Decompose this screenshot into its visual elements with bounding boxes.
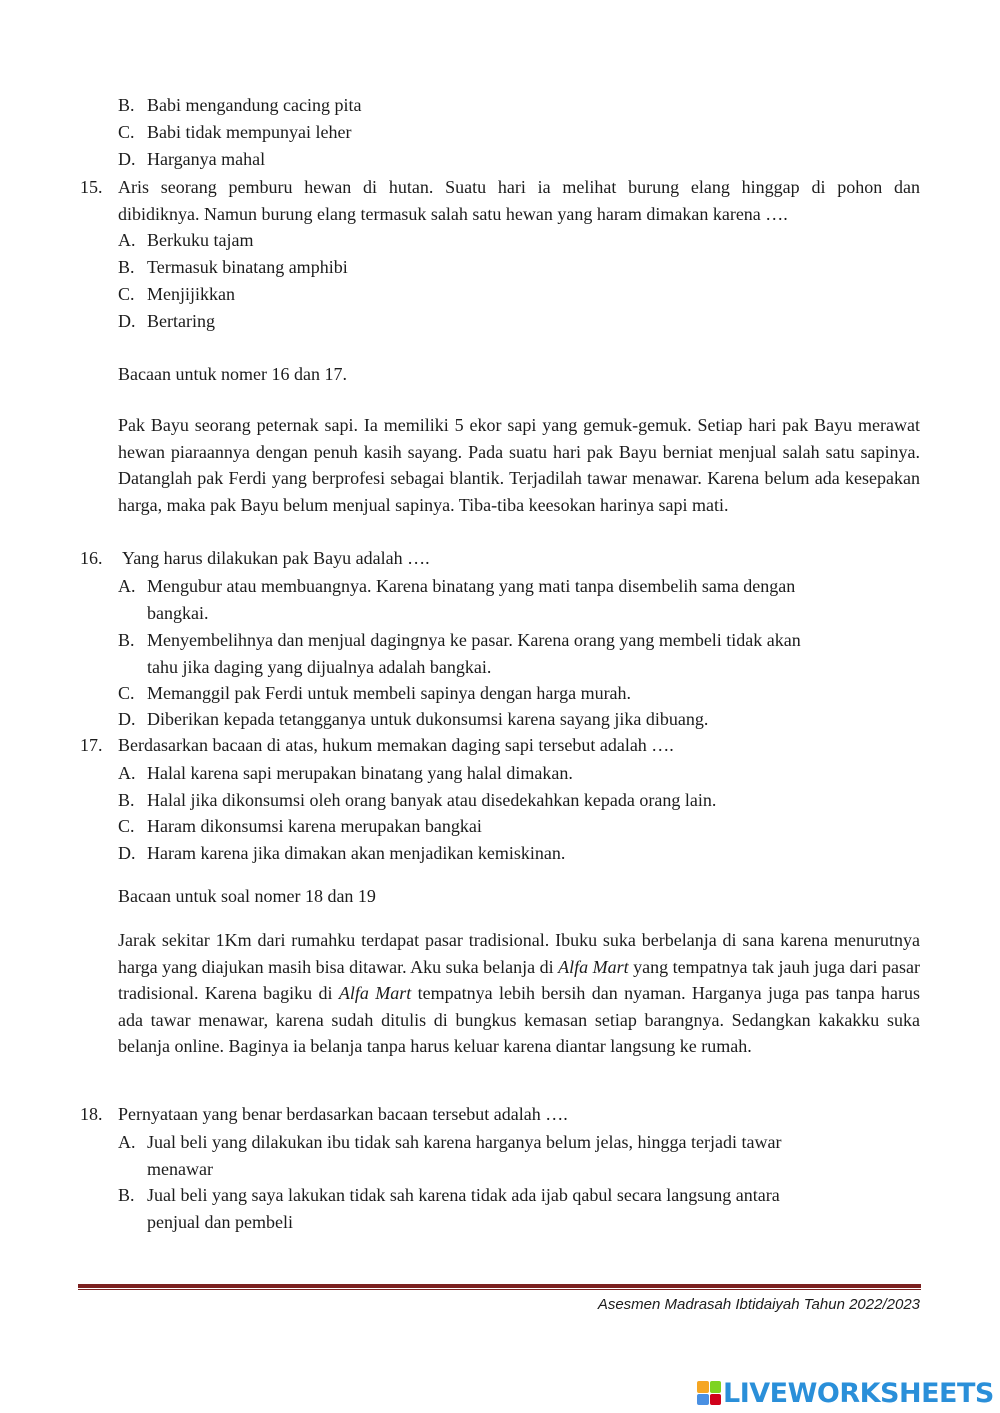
store-name-2: Alfa Mart bbox=[338, 983, 412, 1004]
question-16-option-d[interactable]: D. Diberikan kepada tetangganya untuk dukonsumsi karena sayang jika dibuang. bbox=[118, 709, 709, 729]
question-15-text-line1: Aris seorang pemburu hewan di hutan. Suatu hari ia melihat burung elang hinggap di pohon dan bbox=[118, 177, 920, 197]
question-17-text: Berdasarkan bacaan di atas, hukum memakan daging sapi tersebut adalah …. bbox=[118, 735, 674, 755]
question-18-number: 18. bbox=[80, 1104, 103, 1124]
question-17-number: 17. bbox=[80, 735, 103, 755]
question-17-option-c[interactable]: C. Haram dikonsumsi karena merupakan bangkai bbox=[118, 816, 482, 836]
question-15-option-d[interactable]: D. Bertaring bbox=[118, 311, 215, 331]
footer-rule-thin bbox=[78, 1289, 921, 1290]
footer-rule-thick bbox=[78, 1284, 921, 1288]
question-16-option-b[interactable]: B. Menyembelihnya dan menjual dagingnya ke pasar. Karena orang yang membeli tidak akan tahu jika daging yang dijualnya adalah bangkai. bbox=[118, 630, 801, 677]
liveworksheets-logo-icon bbox=[697, 1381, 721, 1405]
prev-option-d: D. Harganya mahal bbox=[118, 149, 266, 169]
question-17-option-b[interactable]: B. Halal jika dikonsumsi oleh orang banyak atau disedekahkan kepada orang lain. bbox=[118, 790, 717, 810]
question-15-option-c[interactable]: C. Menjijikkan bbox=[118, 284, 235, 304]
question-16-text: Yang harus dilakukan pak Bayu adalah …. bbox=[122, 548, 430, 568]
question-16-option-a[interactable]: A. Mengubur atau membuangnya. Karena binatang yang mati tanpa disembelih sama dengan bangkai. bbox=[118, 576, 796, 623]
reading-2-passage: Jarak sekitar 1Km dari rumahku terdapat pasar tradisional. Ibuku suka berbelanja di sana karena menurutnya harga yang diajukan masih bisa ditawar. Aku suka belanja di Alfa Mart yang tempatnya tak jauh juga dari pasar tradisional. Karena bagiku di Alfa Mart tempatnya lebih bersih dan nyaman. Harganya juga pas tanpa harus ada tawar menawar, karena sudah ditulis di bungkus kemasan setiap barangnya. Sedangkan kakakku suka belanja online. Baginya ia belanja tanpa harus keluar karena diantar langsung ke rumah. bbox=[118, 930, 921, 1057]
prev-option-c: C. Babi tidak mempunyai leher bbox=[118, 122, 352, 142]
liveworksheets-logo[interactable] bbox=[697, 1378, 994, 1408]
question-15-option-a[interactable]: A. Berkuku tajam bbox=[118, 230, 254, 250]
question-15-option-b[interactable]: B. Termasuk binatang amphibi bbox=[118, 257, 348, 277]
question-18-text: Pernyataan yang benar berdasarkan bacaan tersebut adalah …. bbox=[118, 1104, 568, 1124]
reading-1-heading: Bacaan untuk nomer 16 dan 17. bbox=[118, 364, 347, 384]
reading-2-heading: Bacaan untuk soal nomer 18 dan 19 bbox=[118, 886, 376, 906]
reading-1-passage: Pak Bayu seorang peternak sapi. Ia memiliki 5 ekor sapi yang gemuk-gemuk. Setiap hari pak Bayu merawat hewan piaraannya dengan penuh kasih sayang. Pada suatu hari pak Bayu berniat menjual salah satu sapinya. Datanglah pak Ferdi yang berprofesi sebagai blantik. Terjadilah tawar menawar. Karena belum ada kesepakan harga, maka pak Bayu belum menjual sapinya. Tiba-tiba keesokan harinya sapi mati. bbox=[118, 415, 920, 515]
question-17-option-d[interactable]: D. Haram karena jika dimakan akan menjadikan kemiskinan. bbox=[118, 843, 566, 863]
question-18-option-b[interactable]: B. Jual beli yang saya lakukan tidak sah karena tidak ada ijab qabul secara langsung antara penjual dan pembeli bbox=[118, 1185, 780, 1232]
store-name-1: Alfa Mart bbox=[558, 956, 629, 977]
question-16-number: 16. bbox=[80, 548, 103, 568]
question-15-text-line2: dibidiknya. Namun burung elang termasuk salah satu hewan yang haram dimakan karena …. bbox=[118, 204, 788, 224]
footer-text: Asesmen Madrasah Ibtidaiyah Tahun 2022/2023 bbox=[597, 1296, 920, 1313]
liveworksheets-logo-text: LIVEWORKSHEETS bbox=[723, 1377, 994, 1409]
question-16-option-c[interactable]: C. Memanggil pak Ferdi untuk membeli sapinya dengan harga murah. bbox=[118, 683, 632, 703]
question-15-number: 15. bbox=[80, 177, 103, 197]
prev-option-b: B. Babi mengandung cacing pita bbox=[118, 95, 362, 115]
question-18-option-a[interactable]: A. Jual beli yang dilakukan ibu tidak sah karena harganya belum jelas, hingga terjadi tawar menawar bbox=[118, 1132, 782, 1179]
question-17-option-a[interactable]: A. Halal karena sapi merupakan binatang yang halal dimakan. bbox=[118, 763, 573, 783]
